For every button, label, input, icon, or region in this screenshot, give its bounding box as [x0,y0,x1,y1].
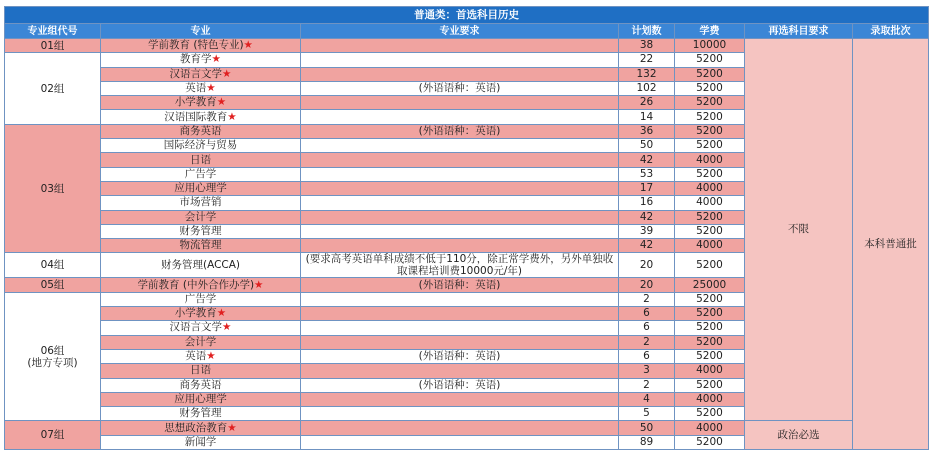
plan-count-cell: 2 [619,335,675,349]
requirement-cell: (外语语种：英语) [301,378,619,392]
plan-count-cell: 3 [619,364,675,378]
header-reselect: 再选科目要求 [745,24,853,39]
plan-count-cell: 42 [619,239,675,253]
major-name: 应用心理学 [174,392,227,405]
major-cell [101,81,301,95]
tuition-cell: 5200 [675,81,745,95]
requirement-cell: (外语语种：英语) [301,278,619,292]
major-cell [101,53,301,67]
major-cell [101,292,301,306]
tuition-cell: 4000 [675,153,745,167]
tuition-cell: 5200 [675,407,745,421]
table-title: 普通类：首选科目历史 [5,7,929,24]
group-code-cell: 01组 [5,39,101,53]
requirement-cell: (要求高考英语单科成绩不低于110分，除正常学费外，另外单独收取课程培训费10000元/年) [301,253,619,278]
plan-count-cell: 14 [619,110,675,124]
requirement-cell [301,435,619,449]
plan-count-cell: 36 [619,124,675,138]
tuition-cell: 25000 [675,278,745,292]
major-name: 小学教育 [174,307,217,320]
table-row [5,421,929,435]
requirement-cell [301,335,619,349]
plan-count-cell: 5 [619,407,675,421]
plan-count-cell: 6 [619,321,675,335]
major-name: 财务管理 [179,407,222,420]
major-name: 汉语言文学 [169,321,223,334]
plan-count-cell: 20 [619,278,675,292]
tuition-cell: 4000 [675,196,745,210]
requirement-cell: (外语语种：英语) [301,81,619,95]
requirement-cell: (外语语种：英语) [301,124,619,138]
table-body [5,39,929,450]
plan-count-cell: 89 [619,435,675,449]
tuition-cell: 4000 [675,364,745,378]
major-name: 商务英语 [179,378,222,391]
table-row [5,39,929,53]
plan-count-cell: 50 [619,421,675,435]
major-name: 市场营销 [179,196,222,209]
requirement-cell [301,407,619,421]
major-name: 广告学 [184,167,217,180]
plan-count-cell: 2 [619,292,675,306]
reselect-requirement-cell: 不限 [745,39,853,421]
requirement-cell [301,110,619,124]
requirement-cell [301,67,619,81]
major-name: 教育学 [180,53,212,66]
requirement-cell [301,39,619,53]
plan-count-cell: 38 [619,39,675,53]
header-group-code: 专业组代号 [5,24,101,39]
major-cell [101,39,301,53]
tuition-cell: 5200 [675,167,745,181]
star-icon: ★ [206,350,216,363]
star-icon: ★ [211,53,221,66]
group-code-cell: 03组 [5,124,101,253]
group-code-cell: 05组 [5,278,101,292]
plan-count-cell: 42 [619,210,675,224]
major-name: 国际经济与贸易 [163,139,238,152]
tuition-cell: 5200 [675,321,745,335]
requirement-cell [301,96,619,110]
star-icon: ★ [222,67,232,80]
tuition-cell: 5200 [675,335,745,349]
major-cell [101,253,301,278]
major-cell [101,421,301,435]
plan-count-cell: 39 [619,224,675,238]
major-cell [101,153,301,167]
reselect-requirement-cell: 政治必选 [745,421,853,450]
group-code-cell: 02组 [5,53,101,124]
major-name: 新闻学 [184,435,217,448]
plan-count-cell: 16 [619,196,675,210]
plan-count-cell: 102 [619,81,675,95]
major-cell [101,349,301,363]
admission-plan-table [4,6,929,450]
star-icon: ★ [222,321,232,334]
major-name: 财务管理(ACCA) [160,258,241,271]
requirement-cell [301,392,619,406]
tuition-cell: 5200 [675,307,745,321]
major-name: 会计学 [184,210,217,223]
plan-count-cell: 4 [619,392,675,406]
major-cell [101,67,301,81]
major-cell [101,139,301,153]
admission-batch-cell: 本科普通批 [853,39,929,450]
header-row [5,24,929,39]
major-cell [101,364,301,378]
tuition-cell: 4000 [675,181,745,195]
star-icon: ★ [227,421,237,434]
requirement-cell: (外语语种：英语) [301,349,619,363]
tuition-cell: 5200 [675,110,745,124]
tuition-cell: 4000 [675,239,745,253]
requirement-cell [301,139,619,153]
major-name: 应用心理学 [174,182,227,195]
major-cell [101,167,301,181]
requirement-cell [301,421,619,435]
major-name: 物流管理 [179,239,222,252]
requirement-cell [301,181,619,195]
tuition-cell: 5200 [675,53,745,67]
major-cell [101,224,301,238]
major-name: 日语 [190,364,211,377]
tuition-cell: 5200 [675,378,745,392]
major-name: 思想政治教育 [164,421,228,434]
plan-count-cell: 53 [619,167,675,181]
major-name: 小学教育 [174,96,217,109]
major-cell [101,196,301,210]
plan-count-cell: 17 [619,181,675,195]
major-name: 英语 [185,350,207,363]
star-icon: ★ [216,307,227,320]
major-cell [101,321,301,335]
plan-count-cell: 132 [619,67,675,81]
requirement-cell [301,321,619,335]
major-name: 汉语言文学 [169,67,223,80]
major-name: 商务英语 [179,124,222,137]
tuition-cell: 5200 [675,67,745,81]
major-cell [101,378,301,392]
major-name: 学前教育 (中外合作办学) [137,278,255,291]
requirement-cell [301,153,619,167]
major-cell [101,278,301,292]
header-plan-count: 计划数 [619,24,675,39]
group-code-cell: 04组 [5,253,101,278]
plan-count-cell: 20 [619,253,675,278]
major-name: 财务管理 [179,225,222,237]
tuition-cell: 5200 [675,253,745,278]
tuition-cell: 5200 [675,292,745,306]
tuition-cell: 5200 [675,349,745,363]
requirement-cell [301,292,619,306]
plan-count-cell: 2 [619,378,675,392]
plan-count-cell: 42 [619,153,675,167]
major-cell [101,210,301,224]
major-cell [101,124,301,138]
major-name: 学前教育 (特色专业) [148,39,244,52]
tuition-cell: 5200 [675,124,745,138]
major-name: 英语 [185,82,207,95]
major-cell [101,392,301,406]
tuition-cell: 10000 [675,39,745,53]
tuition-cell: 4000 [675,392,745,406]
star-icon: ★ [227,110,237,123]
major-cell [101,407,301,421]
major-cell [101,96,301,110]
requirement-cell [301,210,619,224]
requirement-cell [301,224,619,238]
header-requirement: 专业要求 [301,24,619,39]
star-icon: ★ [206,82,216,95]
group-code-cell: 07组 [5,421,101,450]
major-cell [101,239,301,253]
major-cell [101,307,301,321]
star-icon: ★ [216,96,227,109]
tuition-cell: 5200 [675,139,745,153]
major-cell [101,435,301,449]
major-cell [101,110,301,124]
plan-count-cell: 6 [619,349,675,363]
tuition-cell: 5200 [675,435,745,449]
plan-count-cell: 26 [619,96,675,110]
major-cell [101,181,301,195]
header-major: 专业 [101,24,301,39]
star-icon: ★ [254,278,264,291]
requirement-cell [301,167,619,181]
star-icon: ★ [243,39,253,52]
major-name: 广告学 [184,292,217,305]
tuition-cell: 5200 [675,224,745,238]
requirement-cell [301,53,619,67]
major-name: 日语 [190,153,211,166]
major-name: 会计学 [184,335,217,348]
group-code-cell: 06组 (地方专项) [5,292,101,421]
tuition-cell: 5200 [675,210,745,224]
plan-count-cell: 22 [619,53,675,67]
major-cell [101,335,301,349]
requirement-cell [301,239,619,253]
header-batch: 录取批次 [853,24,929,39]
requirement-cell [301,307,619,321]
tuition-cell: 5200 [675,96,745,110]
plan-count-cell: 50 [619,139,675,153]
plan-count-cell: 6 [619,307,675,321]
major-name: 汉语国际教育 [164,110,228,123]
title-row [5,7,929,24]
tuition-cell: 4000 [675,421,745,435]
requirement-cell [301,364,619,378]
requirement-cell [301,196,619,210]
header-tuition: 学费 [675,24,745,39]
